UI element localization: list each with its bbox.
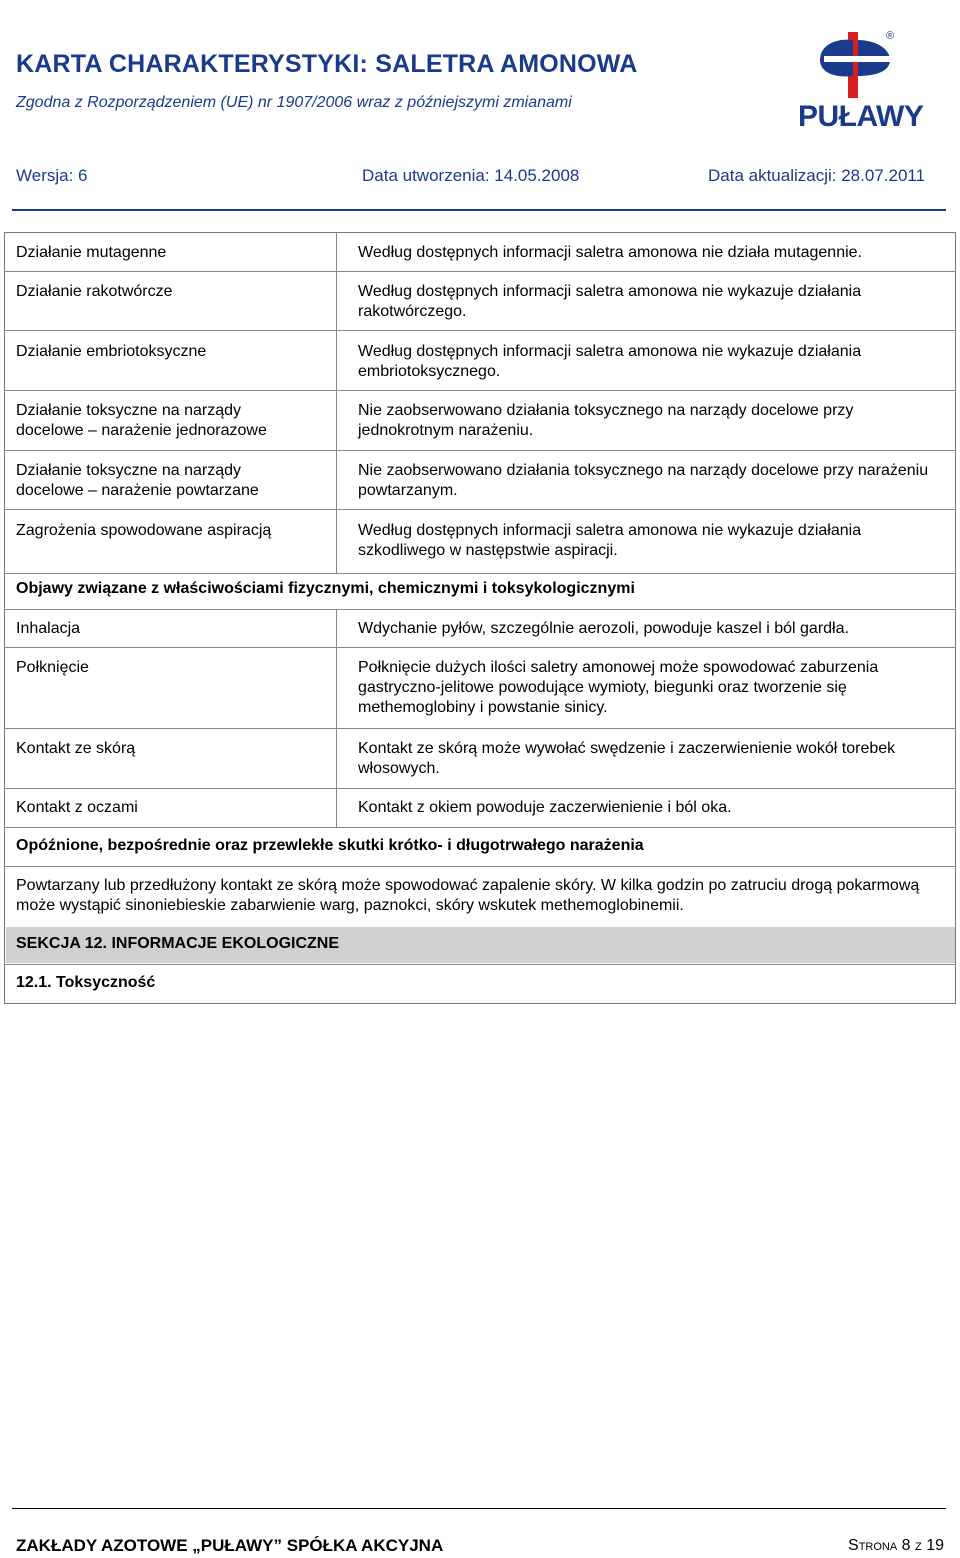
row-value-eye-contact: Kontakt z okiem powoduje zaczerwienienie i ból oka.	[358, 799, 732, 816]
delayed-effects-text: Powtarzany lub przedłużony kontakt ze skórą może spowodować zapalenie skóry. W kilka godzin po zatruciu drogą pokarmową może wystąpić sinoniebieskie zabarwienie warg, paznokci, skóry wskutek methemoglobinemii.	[16, 877, 920, 914]
row-value-ingestion: Połknięcie dużych ilości saletry amonowej może spowodować zaburzenia gastryczno-jelitowe powodujące wymioty, biegunki oraz tworzenie się methemoglobiny i powstanie sinicy.	[358, 659, 879, 716]
row-value-embryotoxic: Według dostępnych informacji saletra amonowa nie wykazuje działania embriotoksycznego.	[358, 343, 862, 380]
row-value-inhalation: Wdychanie pyłów, szczególnie aerozoli, powoduje kaszel i ból gardła.	[358, 620, 849, 637]
row-divider	[4, 788, 956, 789]
page-number	[848, 1537, 944, 1555]
header-divider	[12, 209, 946, 211]
row-label-skin-contact: Kontakt ze skórą	[16, 740, 136, 757]
row-value-mutagenic: Według dostępnych informacji saletra amonowa nie działa mutagennie.	[358, 244, 862, 261]
row-value-carcinogenic: Według dostępnych informacji saletra amonowa nie wykazuje działania rakotwórczego.	[358, 283, 862, 320]
updated-date: Data aktualizacji: 28.07.2011	[708, 166, 926, 185]
row-label-single-exposure: Działanie toksyczne na narządy docelowe – narażenie jednorazowe	[16, 402, 267, 439]
symptoms-heading: Objawy związane z właściwościami fizycznymi, chemicznymi i toksykologicznymi	[16, 580, 635, 597]
row-divider	[4, 964, 956, 965]
table-column-divider	[336, 232, 337, 573]
row-label-embryotoxic: Działanie embriotoksyczne	[16, 343, 207, 360]
pulawy-logo	[798, 30, 924, 138]
registered-mark: ®	[886, 30, 895, 42]
row-label-eye-contact: Kontakt z oczami	[16, 799, 138, 816]
row-label-aspiration: Zagrożenia spowodowane aspiracją	[16, 522, 272, 539]
company-name: ZAKŁADY AZOTOWE „PUŁAWY” SPÓŁKA AKCYJNA	[16, 1536, 444, 1555]
row-divider	[4, 330, 956, 331]
row-value-aspiration: Według dostępnych informacji saletra amonowa nie wykazuje działania szkodliwego w następstwie aspiracji.	[358, 522, 862, 559]
footer-divider	[12, 1508, 946, 1509]
row-label-inhalation: Inhalacja	[16, 620, 81, 637]
subsection-toxicity: 12.1. Toksyczność	[16, 974, 156, 991]
regulation-subtitle: Zgodna z Rozporządzeniem (UE) nr 1907/2006 wraz z późniejszymi zmianami	[16, 94, 572, 111]
row-divider	[4, 450, 956, 451]
logo-wordmark: PUŁAWY	[798, 100, 924, 133]
row-divider	[4, 866, 956, 867]
document-title: KARTA CHARAKTERYSTYKI: SALETRA AMONOWA	[16, 50, 638, 78]
page-current: 8	[901, 1537, 911, 1554]
delayed-effects-heading: Opóźnione, bezpośrednie oraz przewlekłe skutki krótko- i długotrwałego narażenia	[16, 837, 644, 854]
page-total: 19	[926, 1537, 944, 1554]
row-label-carcinogenic: Działanie rakotwórcze	[16, 283, 173, 300]
row-divider	[4, 509, 956, 510]
row-divider	[4, 390, 956, 391]
row-value-repeated-exposure: Nie zaobserwowano działania toksycznego na narządy docelowe przy narażeniu powtarzanym.	[358, 462, 929, 499]
row-divider	[4, 728, 956, 729]
table-column-divider	[336, 609, 337, 827]
row-value-single-exposure: Nie zaobserwowano działania toksycznego na narządy docelowe przy jednokrotnym narażeniu.	[358, 402, 854, 439]
row-value-skin-contact: Kontakt ze skórą może wywołać swędzenie i zaczerwienienie wokół torebek włosowych.	[358, 740, 896, 777]
created-date: Data utworzenia: 14.05.2008	[362, 166, 580, 185]
page-word: Strona	[848, 1537, 898, 1554]
row-label-mutagenic: Działanie mutagenne	[16, 244, 167, 261]
row-label-ingestion: Połknięcie	[16, 659, 89, 676]
row-divider	[4, 609, 956, 610]
row-divider	[4, 271, 956, 272]
row-label-repeated-exposure: Działanie toksyczne na narządy docelowe – narażenie powtarzane	[16, 462, 259, 499]
row-divider	[4, 647, 956, 648]
version-label: Wersja: 6	[16, 166, 88, 185]
page-of-word: z	[915, 1537, 922, 1554]
row-divider	[4, 573, 956, 574]
row-divider	[4, 827, 956, 828]
section-12-title: SEKCJA 12. INFORMACJE EKOLOGICZNE	[16, 935, 340, 952]
